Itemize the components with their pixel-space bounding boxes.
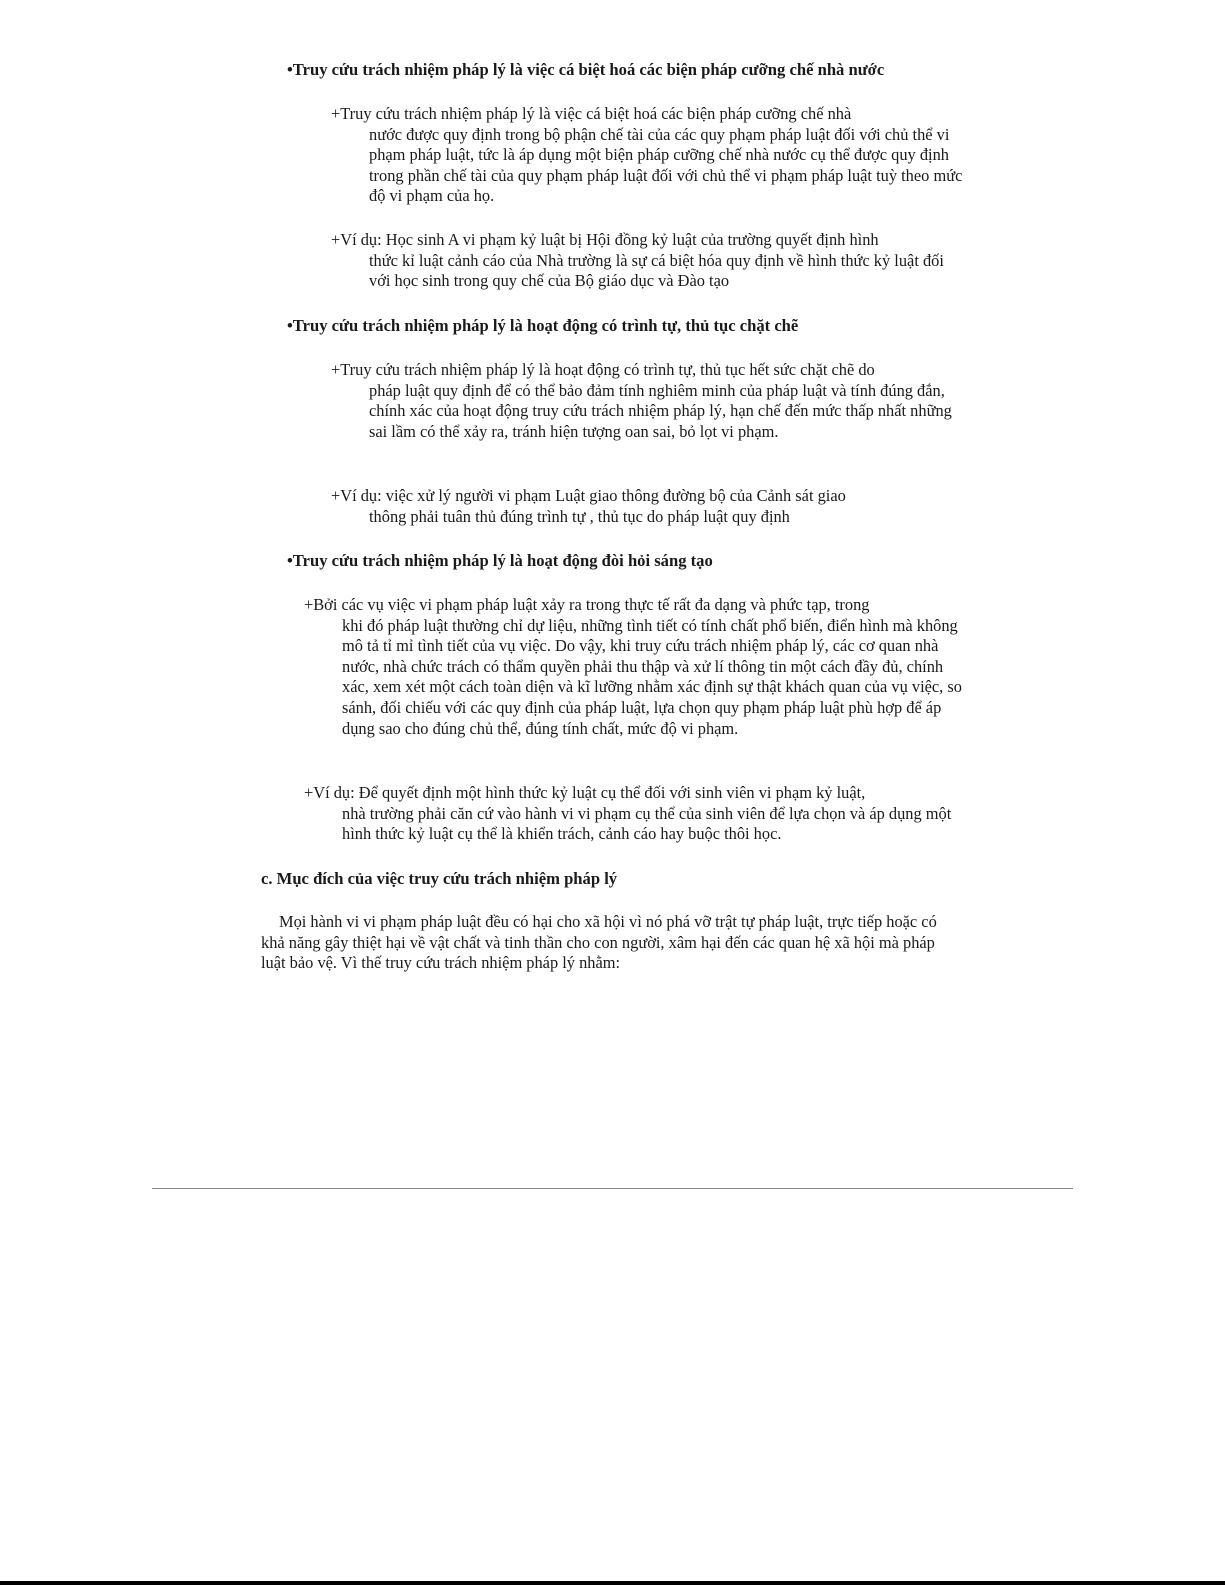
paragraph-first-line: +Bởi các vụ việc vi phạm pháp luật xảy ra trong thực tế rất đa dạng và phức tạp, trong bbox=[304, 595, 870, 614]
paragraph-creativity-definition bbox=[304, 595, 963, 739]
paragraph-continuation: thông phải tuân thủ đúng trình tự , thủ tục do pháp luật quy định bbox=[369, 506, 790, 526]
section-heading-individualization: •Truy cứu trách nhiệm pháp lý là việc cá biệt hoá các biện pháp cưỡng chế nhà nước bbox=[287, 60, 885, 79]
paragraph-purpose-body: Mọi hành vi vi phạm pháp luật đều có hại cho xã hội vì nó phá vỡ trật tự pháp luật, trực tiếp hoặc có khả năng gây thiệt hại về vật chất và tinh thần cho con người, xâm hại đến các quan hệ xã hội mà pháp luật bảo vệ. Vì thế truy cứu trách nhiệm pháp lý nhằm: bbox=[261, 912, 937, 973]
paragraph-individualization-example bbox=[331, 230, 963, 292]
paragraph-first-line: +Truy cứu trách nhiệm pháp lý là hoạt động có trình tự, thủ tục hết sức chặt chẽ do bbox=[331, 360, 875, 379]
paragraph-first-line: +Ví dụ: việc xử lý người vi phạm Luật giao thông đường bộ của Cảnh sát giao bbox=[331, 486, 846, 505]
paragraph-first-line: +Ví dụ: Để quyết định một hình thức kỷ luật cụ thể đối với sinh viên vi phạm kỷ luật, bbox=[304, 783, 866, 802]
paragraph-continuation: khi đó pháp luật thường chỉ dự liệu, những tình tiết có tính chất phổ biến, điển hình mà không mô tả tỉ mỉ tình tiết của vụ việc. Do vậy, khi truy cứu trách nhiệm pháp lý, các cơ quan nhà nước, nhà chức trách có thẩm quyền phải thu thập và xử lí thông tin một cách đầy đủ, chính xác, xem xét một cách toàn diện và kĩ lưỡng nhằm xác định sự thật khách quan của vụ việc, so sánh, đối chiếu với các quy định của pháp luật, lựa chọn quy phạm pháp luật phù hợp để áp dụng sao cho đúng chủ thể, đúng tính chất, mức độ vi phạm. bbox=[342, 615, 962, 738]
paragraph-procedure-example bbox=[331, 486, 963, 527]
section-heading-procedure: •Truy cứu trách nhiệm pháp lý là hoạt động có trình tự, thủ tục chặt chẽ bbox=[287, 316, 799, 335]
paragraph-continuation: thức kỉ luật cảnh cáo của Nhà trường là sự cá biệt hóa quy định về hình thức kỷ luật đối với học sinh trong quy chế của Bộ giáo dục và Đào tạo bbox=[369, 250, 944, 291]
section-heading-purpose: c. Mục đích của việc truy cứu trách nhiệm pháp lý bbox=[261, 869, 618, 888]
paragraph-first-line: +Truy cứu trách nhiệm pháp lý là việc cá biệt hoá các biện pháp cưỡng chế nhà bbox=[331, 104, 852, 123]
page-divider bbox=[152, 1188, 1073, 1189]
paragraph-continuation: nhà trường phải căn cứ vào hành vi vi phạm cụ thể của sinh viên để lựa chọn và áp dụng một hình thức kỷ luật cụ thể là khiển trách, cảnh cáo hay buộc thôi học. bbox=[342, 803, 952, 844]
paragraph-continuation: nước được quy định trong bộ phận chế tài của các quy phạm pháp luật đối với chủ thể vi phạm pháp luật, tức là áp dụng một biện pháp cưỡng chế nhà nước cụ thể được quy định trong phần chế tài của quy phạm pháp luật đối với chủ thể vi phạm pháp luật tuỳ theo mức độ vi phạm của họ. bbox=[369, 124, 963, 206]
bottom-edge-rule bbox=[0, 1581, 1225, 1585]
paragraph-first-line: +Ví dụ: Học sinh A vi phạm kỷ luật bị Hội đồng kỷ luật của trường quyết định hình bbox=[331, 230, 879, 249]
paragraph-procedure-definition bbox=[331, 360, 963, 442]
paragraph-individualization-definition bbox=[331, 104, 963, 207]
paragraph-creativity-example bbox=[304, 783, 963, 845]
paragraph-continuation: pháp luật quy định để có thể bảo đảm tính nghiêm minh của pháp luật và tính đúng đắn, chính xác của hoạt động truy cứu trách nhiệm pháp lý, hạn chế đến mức thấp nhất những sai lầm có thể xảy ra, tránh hiện tượng oan sai, bỏ lọt vi phạm. bbox=[369, 380, 952, 441]
section-heading-creativity: •Truy cứu trách nhiệm pháp lý là hoạt động đòi hỏi sáng tạo bbox=[287, 551, 713, 570]
